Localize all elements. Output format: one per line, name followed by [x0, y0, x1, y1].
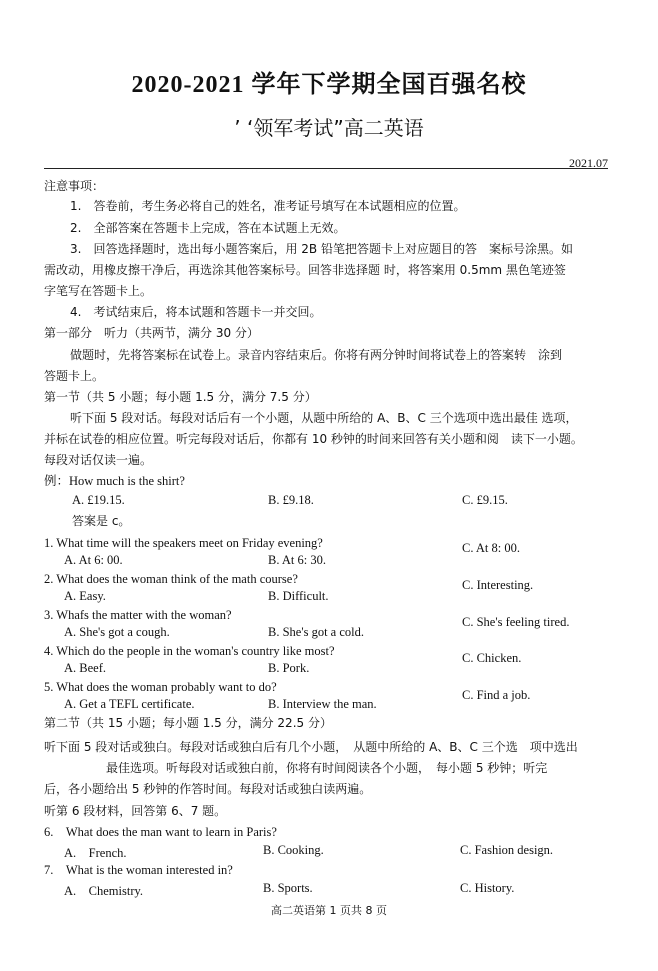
page-footer: 高二英语第 1 页共 8 页 [271, 904, 387, 917]
exam-title: 2020-2021 学年下学期全国百强名校 [131, 72, 527, 98]
part1-intro-line-2: 答题卡上。 [44, 369, 105, 383]
note-2: 2. 全部答案在答题卡上完成，答在本试题上无效。 [70, 221, 346, 235]
section2-heading: 第二节（共 15 小题；每小题 1.5 分，满分 22.5 分） [44, 716, 332, 730]
q5-option-a: A. Get a TEFL certificate. [64, 697, 195, 711]
question-3: 3. Whafs the matter with the woman? [44, 608, 232, 622]
q2-option-b: B. Difficult. [268, 589, 329, 603]
example-question: 例：How much is the shirt? [44, 474, 185, 488]
example-option-b: B. £9.18. [268, 493, 314, 507]
notes-heading: 注意事项： [44, 179, 105, 193]
section2-intro-line-2: 最佳选项。听每段对话或独白前，你将有时间阅读各个小题， 每小题 5 秒钟；听完 [106, 761, 548, 775]
note-4: 4. 考试结束后，将本试题和答题卡一并交回。 [70, 305, 322, 319]
note-1: 1. 答卷前，考生务必将自己的姓名，准考证号填写在本试题相应的位置。 [70, 199, 466, 213]
q3-option-a: A. She's got a cough. [64, 625, 170, 639]
q5-option-b: B. Interview the man. [268, 697, 377, 711]
note-3-line-2: 需改动，用橡皮擦干净后，再选涂其他答案标号。回答非选择题 时，将答案用 0.5mm 黑色笔迹签 [44, 263, 566, 277]
section1-intro-line-3: 每段对话仅读一遍。 [44, 453, 153, 467]
example-option-a: A. £19.15. [72, 493, 125, 507]
header-rule [44, 168, 608, 169]
question-5: 5. What does the woman probably want to do? [44, 680, 277, 694]
example-option-c: C. £9.15. [462, 493, 508, 507]
question-2: 2. What does the woman think of the math course? [44, 572, 298, 586]
q1-option-c: C. At 8: 00. [462, 541, 520, 555]
section2-intro-line-1: 听下面 5 段对话或独白。每段对话或独白后有几个小题， 从题中所给的 A、B、C 三个选 项中选出 [44, 740, 578, 754]
q2-option-c: C. Interesting. [462, 578, 534, 592]
q7-option-b: B. Sports. [263, 881, 313, 895]
section1-intro-line-2: 并标在试卷的相应位置。听完每段对话后，你都有 10 秒钟的时间来回答有关小题和阅 读下一小题。 [44, 432, 583, 446]
note-3-line-3: 字笔写在答题卡上。 [44, 284, 153, 298]
q1-option-b: B. At 6: 30. [268, 553, 326, 567]
q5-option-c: C. Find a job. [462, 688, 531, 702]
section2-intro-line-3: 后，各小题给出 5 秒钟的作答时间。每段对话或独白读两遍。 [44, 782, 372, 796]
q2-option-a: A. Easy. [64, 589, 106, 603]
section1-heading: 第一节（共 5 小题；每小题 1.5 分，满分 7.5 分） [44, 390, 317, 404]
question-6: 6. What does the man want to learn in Paris? [44, 825, 277, 839]
question-1: 1. What time will the speakers meet on Friday evening? [44, 536, 323, 550]
section1-intro-line-1: 听下面 5 段对话。每段对话后有一个小题，从题中所给的 A、B、C 三个选项中选出最佳 选项， [70, 411, 578, 425]
q3-option-b: B. She's got a cold. [268, 625, 364, 639]
q7-option-c: C. History. [460, 881, 515, 895]
q4-option-a: A. Beef. [64, 661, 106, 675]
q6-option-c: C. Fashion design. [460, 843, 554, 857]
q6-option-a: A. French. [64, 846, 127, 860]
q4-option-b: B. Pork. [268, 661, 310, 675]
question-7: 7. What is the woman interested in? [44, 863, 233, 877]
q7-option-a: A. Chemistry. [64, 884, 144, 898]
part1-heading: 第一部分 听力（共两节，满分 30 分） [44, 326, 259, 340]
note-3-line-1: 3. 回答选择题时，选出每小题答案后，用 2B 铅笔把答题卡上对应题目的答 案标号涂黑。如 [70, 242, 573, 256]
part1-intro-line-1: 做题时，先将答案标在试卷上。录音内容结束后。你将有两分钟时间将试卷上的答案转 涂到 [70, 348, 563, 362]
exam-subtitle: ’ ‘领军考试”高二英语 [234, 116, 424, 140]
q1-option-a: A. At 6: 00. [64, 553, 123, 567]
q3-option-c: C. She's feeling tired. [462, 615, 570, 629]
question-4: 4. Which do the people in the woman's country like most? [44, 644, 335, 658]
exam-date: 2021.07 [569, 156, 608, 170]
section2-sub-heading: 听第 6 段材料，回答第 6、7 题。 [44, 804, 227, 818]
q4-option-c: C. Chicken. [462, 651, 522, 665]
example-answer: 答案是 c。 [72, 514, 131, 528]
q6-option-b: B. Cooking. [263, 843, 324, 857]
